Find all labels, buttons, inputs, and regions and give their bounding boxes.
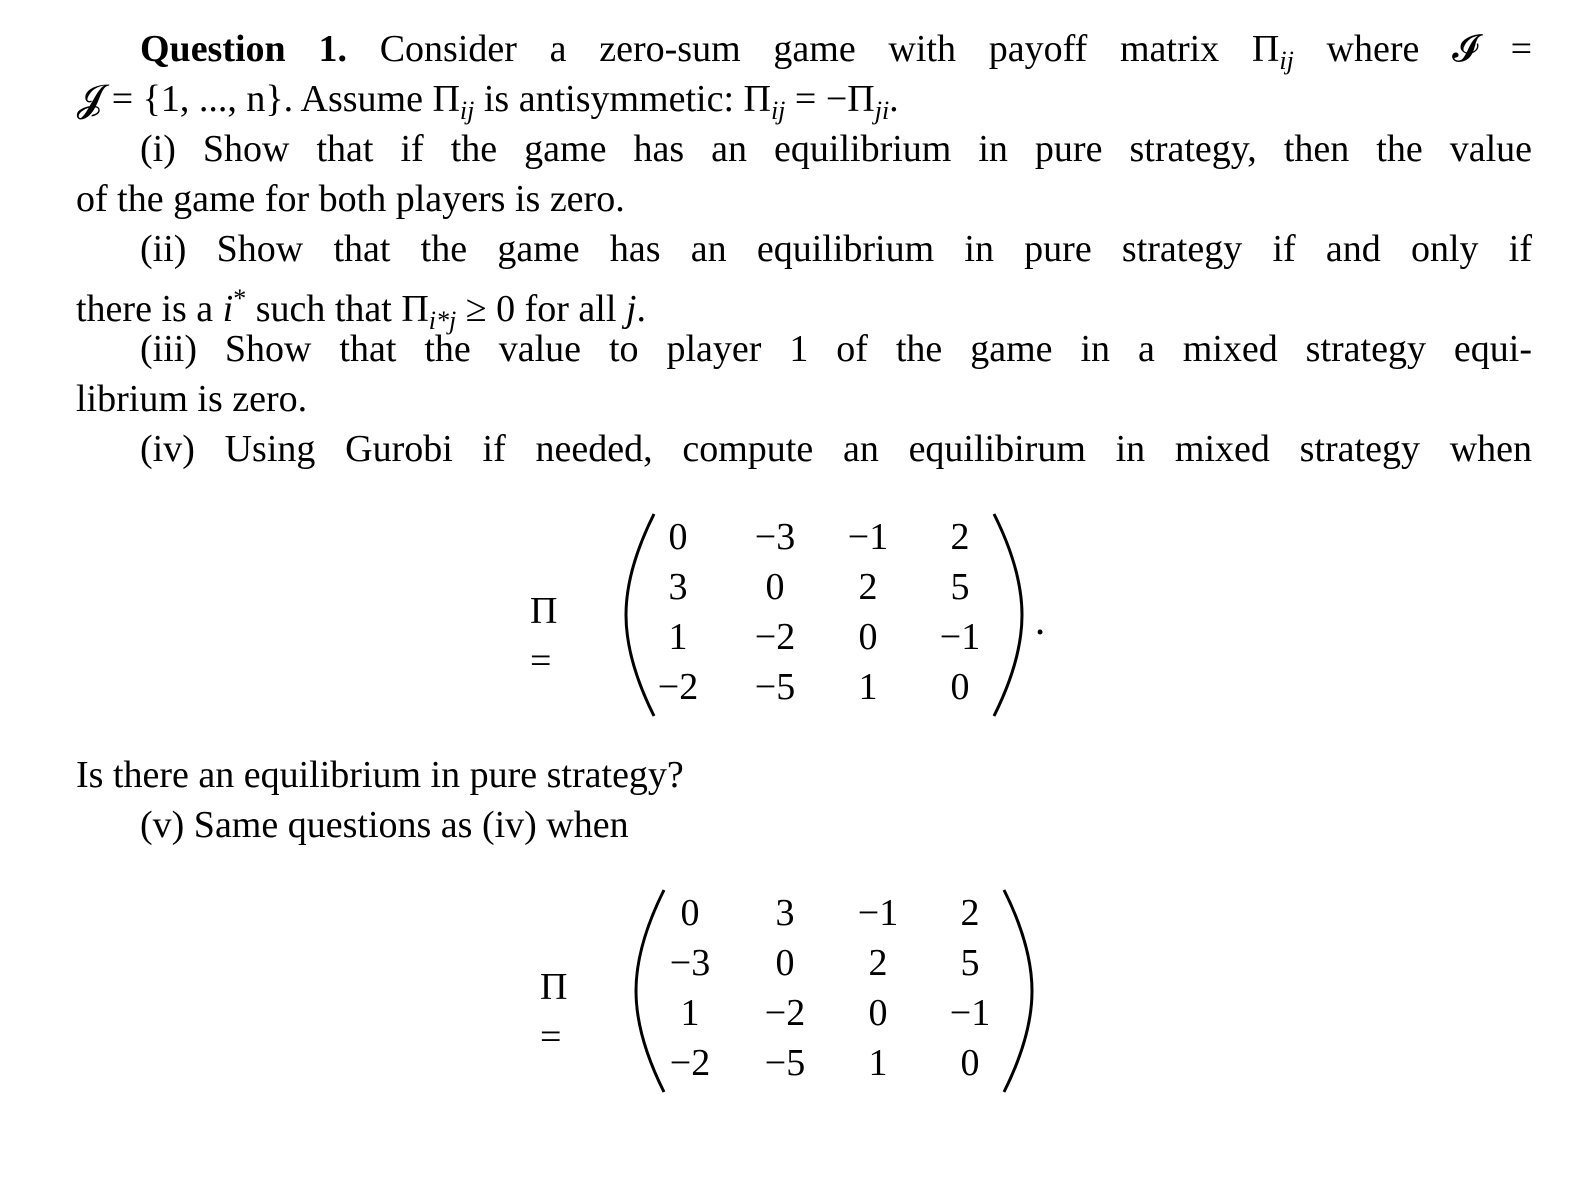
matrix-1-cell: 0 xyxy=(950,666,970,708)
part-iv-line-1: (iv) Using Gurobi if needed, compute an equilibirum in mixed strategy when xyxy=(140,428,1532,470)
matrix-1-cell: 1 xyxy=(858,666,878,708)
matrix-1-period: . xyxy=(1034,599,1047,643)
matrix-2-cell: −5 xyxy=(764,1042,806,1084)
matrix-2-cell: −2 xyxy=(764,992,806,1034)
matrix-1-cell: −2 xyxy=(657,666,699,708)
matrix-1-cell: 0 xyxy=(765,566,785,608)
question-intro-line-1: Question 1. Consider a zero-sum game with payoff matrix $\Pi_{ij}$ where 𝓘 = xyxy=(140,28,1532,75)
part-i-line-1: (i) Show that if the game has an equilibrium in pure strategy, then the value xyxy=(140,128,1532,170)
question-intro-line-2: 𝓙 = {1, ..., n}. Assume $\Pi_{ij}$ is antisymmetic: $\Pi_{ij} = -\Pi_{ji}$. xyxy=(76,78,899,125)
matrix-2-cell: 0 xyxy=(960,1042,980,1084)
matrix-2-cell: −2 xyxy=(669,1042,711,1084)
part-ii-line-1: (ii) Show that the game has an equilibrium in pure strategy if and only if xyxy=(140,228,1532,270)
matrix-1-cell: 2 xyxy=(858,566,878,608)
matrix-2-cell: −1 xyxy=(949,992,991,1034)
matrix-2-cell: 0 xyxy=(868,992,888,1034)
part-ii-line-2: there is a i* such that $\Pi_{i*j} \ge 0$ for all j. xyxy=(76,284,646,335)
matrix-2-cell: 1 xyxy=(680,992,700,1034)
matrix-2-cell: 5 xyxy=(960,942,980,984)
matrix-1-cell: 1 xyxy=(668,616,688,658)
matrix-2-cell: 0 xyxy=(775,942,795,984)
part-iii-line-1: (iii) Show that the value to player 1 of the game in a mixed strategy equi- xyxy=(140,328,1532,370)
matrix-1-cell: −1 xyxy=(939,616,981,658)
matrix-2-cell: 1 xyxy=(868,1042,888,1084)
matrix-2-cell: −3 xyxy=(669,942,711,984)
question-heading: Question 1. xyxy=(140,28,347,70)
matrix-1-cell: 0 xyxy=(668,516,688,558)
matrix-1-cell: −2 xyxy=(754,616,796,658)
matrix-2-label: Π = xyxy=(540,966,568,1058)
matrix-1-cell: 2 xyxy=(950,516,970,558)
part-i-line-2: of the game for both players is zero. xyxy=(76,178,625,220)
part-v-line-1: (v) Same questions as (iv) when xyxy=(140,804,629,846)
matrix-1-label: Π = xyxy=(530,590,558,682)
matrix-2-cell: 2 xyxy=(868,942,888,984)
matrix-1-cell: 3 xyxy=(668,566,688,608)
matrix-1-cell: 5 xyxy=(950,566,970,608)
matrix-1-cell: 0 xyxy=(858,616,878,658)
matrix-2-cell: 2 xyxy=(960,892,980,934)
pure-strategy-question: Is there an equilibrium in pure strategy? xyxy=(76,754,684,796)
matrix-2-cell: −1 xyxy=(857,892,899,934)
matrix-2-cell: 0 xyxy=(680,892,700,934)
part-iii-line-2: librium is zero. xyxy=(76,378,308,420)
matrix-1-cell: −3 xyxy=(754,516,796,558)
matrix-1-cell: −5 xyxy=(754,666,796,708)
matrix-1-cell: −1 xyxy=(847,516,889,558)
matrix-2-cell: 3 xyxy=(775,892,795,934)
